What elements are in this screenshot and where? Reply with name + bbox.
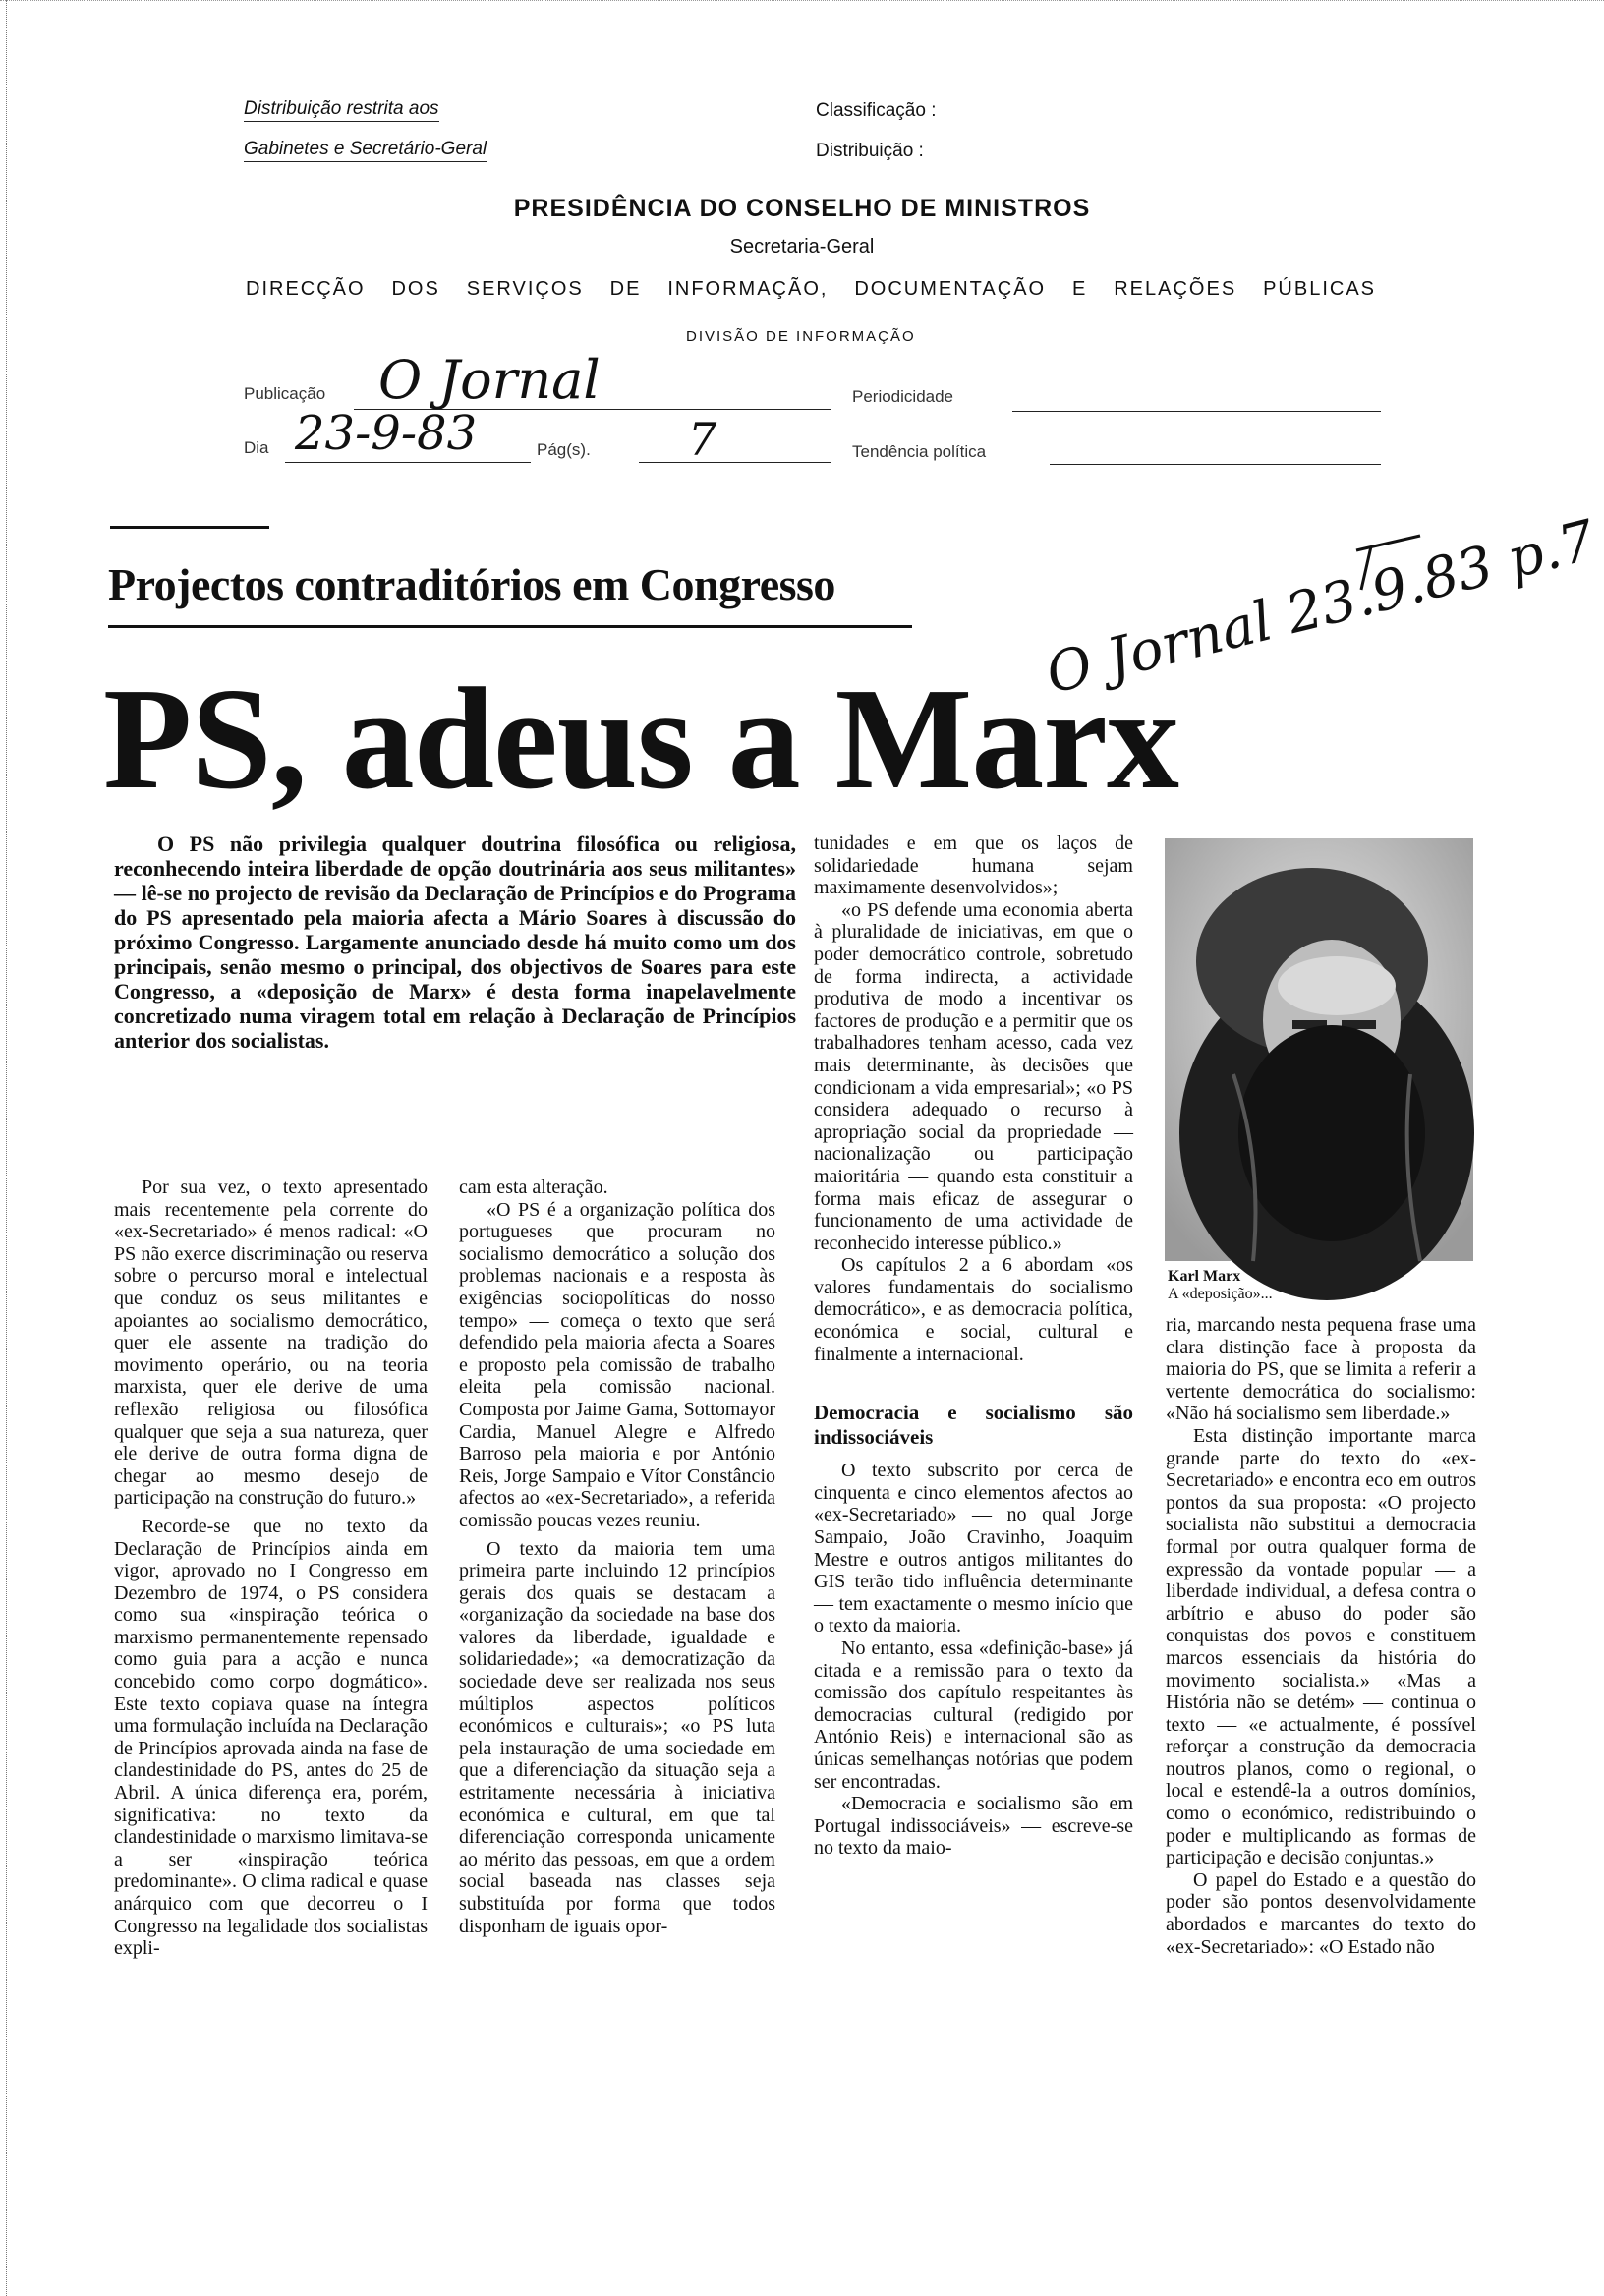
kicker-bottom-rule xyxy=(108,625,912,628)
photo-caption xyxy=(1168,1268,1273,1303)
publicacao-handwritten: O Jornal xyxy=(378,349,601,411)
ministry-title: PRESIDÊNCIA DO CONSELHO DE MINISTROS xyxy=(513,195,1091,222)
article-column-3 xyxy=(814,832,1133,1860)
paragraph: «O PS é a organização política dos portugueses que procuram no socialismo democrático a solução dos problemas nacionais e a resposta às exigências sociopolíticas do nosso tempo» — começa o texto que será defendido pela maioria afecta a Soares e proposto pela comissão de trabalho eleita pela comissão nacional. Composta por Jaime Gama, Sottomayor Cardia, Manuel Alegre e Alfredo Barroso pela maioria e por António Reis, Jorge Sampaio e Vítor Constâncio afectos ao «ex-Secretariado», a referida comissão poucas vezes reuniu. xyxy=(459,1198,775,1531)
tendencia-line xyxy=(1050,464,1381,465)
periodicidade-label: Periodicidade xyxy=(852,387,954,406)
karl-marx-photo xyxy=(1165,838,1473,1261)
paragraph: tunidades e em que os laços de solidariedade humana sejam maximamente desenvolvidos»; xyxy=(814,832,1133,899)
paragraph: Esta distinção importante marca grande parte do texto do «ex-Secretariado» e encontra eco em outros pontos da sua proposta: «O projecto socialista não substitui a democracia formal por outra qualquer forma de expressão da vontade popular — a liberdade individual, a defesa contra o arbítrio e abuso do poder são conquistas dos povos e constituem marcos essenciais da história do movimento socialista.» «Mas a História não se detém» — continua o texto — «e actualmente, é possível reforçar a construção da democracia noutros planos, como o regional, o local e estendê-la a outros domínios, como o económico, redistribuindo o poder e multiplicando as formas de participação e decisão conjuntas.» xyxy=(1166,1424,1476,1869)
article-column-1 xyxy=(114,1177,428,1960)
article-column-4 xyxy=(1166,1314,1476,1958)
paragraph: Recorde-se que no texto da Declaração de Princípios ainda em vigor, aprovado no I Congresso em Dezembro de 1974, o PS considera como sua «inspiração teórica o marxismo permanentemente repensado como guia para a acção e nunca concebido como corpo dogmático». Este texto copiava quase na íntegra uma formulação incluída na Declaração de Princípios aprovada ainda na fase de clandestinidade do PS, antes do 25 de Abril. A única diferença era, porém, significativa: no texto da clandestinidade o marxismo limitava-se a ser «inspiração teórica predominante». O clima radical e quase anárquico com que decorreu o I Congresso na legalidade dos socialistas expli- xyxy=(114,1515,428,1960)
kicker-top-rule xyxy=(110,526,269,529)
paragraph: O texto subscrito por cerca de cinquenta e cinco elementos afectos ao «ex-Secretariado» — no qual Jorge Sampaio, João Cravinho, Joaquim Mestre e outros antigos militantes do GIS terão tido influência determinante — tem exactamente o mesmo início que o texto da maioria. xyxy=(814,1460,1133,1637)
secretaria-geral: Secretaria-Geral xyxy=(729,236,875,258)
photo-caption-name: Karl Marx xyxy=(1168,1268,1241,1285)
paragraph: No entanto, essa «definição-base» já citada e a remissão para o texto da comissão dos capítulo respeitantes às democracias cultural (redigido por António Reis) e internacional são as únicas semelhanças notórias que podem ser encontradas. xyxy=(814,1637,1133,1793)
paragraph: O texto da maioria tem uma primeira parte incluindo 12 princípios gerais dos quais se destacam a «organização da sociedade na base dos valores da liberdade, igualdade e solidariedade»; «a democratização da sociedade deve ser realizada nos seus múltiplos aspectos políticos económicos e culturais»; «o PS luta pela instauração de uma sociedade em que a diferenciação da situação seja a estritamente necessária à iniciativa económica e cultural, em que tal diferenciação corresponda unicamente ao mérito das pessoas, em que a ordem social baseada nas classes seja substituída por forma que todos disponham de iguais opor- xyxy=(459,1537,775,1937)
distribution-label: Distribuição : xyxy=(816,141,924,161)
tendencia-label: Tendência política xyxy=(852,442,987,461)
classification-label: Classificação : xyxy=(816,100,937,121)
section-subhead: Democracia e socialismo são indissociáveis xyxy=(814,1401,1133,1450)
restricted-distribution-line-1: Distribuição restrita aos xyxy=(244,98,439,120)
paragraph: Por sua vez, o texto apresentado mais recentemente pela corrente do «ex-Secretariado» é menos radical: «O PS não exerce discriminação ou reserva sobre o percurso moral e intelectual que conduz os seus militantes e apoiantes ao socialismo democrático, quer ele assente na tradição do movimento operário, ou na teoria marxista, quer ele derive de uma reflexão religiosa ou filosófica qualquer que seja a sua natureza, quer ele derive de outra forma digna de chegar ao mesmo desejo de participação na construção do futuro.» xyxy=(114,1177,428,1510)
pags-line xyxy=(639,462,831,463)
paragraph: cam esta alteração. xyxy=(459,1177,608,1198)
portrait-illustration xyxy=(1165,838,1473,1261)
article-kicker: Projectos contraditórios em Congresso xyxy=(108,559,835,609)
paragraph: «Democracia e socialismo são em Portugal indissociáveis» — escreve-se no texto da maio- xyxy=(814,1793,1133,1860)
article-column-2 xyxy=(459,1177,775,1937)
page-left-edge xyxy=(0,0,7,2296)
dia-line xyxy=(285,462,531,463)
periodicidade-line xyxy=(1012,411,1381,412)
pags-handwritten: 7 xyxy=(688,413,717,466)
paragraph: «o PS defende uma economia aberta à pluralidade de iniciativas, em que o poder democrático controle, sobretudo de forma indirecta, a actividade produtiva de modo a incentivar os factores de produção e a permitir que os trabalhadores tenham acesso, cada vez mais determinante, às decisões que condicionam a vida empresarial»; «o PS considera adequado o recurso à apropriação social da propriedade — nacionalização ou participação maioritária — quando esta constituir a forma mais eficaz de assegurar o funcionamento de uma actividade de reconhecido interesse público.» xyxy=(814,898,1133,1254)
photo-caption-text: A «deposição»... xyxy=(1168,1286,1273,1302)
dia-handwritten: 23-9-83 xyxy=(295,406,478,461)
dia-label: Dia xyxy=(244,438,269,457)
divisao-informacao: DIVISÃO DE INFORMAÇÃO xyxy=(686,328,916,345)
paragraph: Os capítulos 2 a 6 abordam «os valores fundamentais do socialismo democrático», e as democracia política, económica e social, cultural e finalmente a internacional. xyxy=(814,1254,1133,1365)
paragraph: O papel do Estado e a questão do poder são pontos desenvolvidamente abordados e marcantes do texto do «ex-Secretariado»: «O Estado não xyxy=(1166,1868,1476,1958)
pags-label: Pág(s). xyxy=(537,440,591,459)
paragraph: ria, marcando nesta pequena frase uma clara distinção face à proposta da maioria do PS, que se limita a referir a vertente democrática do socialismo: «Não há socialismo sem liberdade.» xyxy=(1166,1314,1476,1425)
restricted-distribution-line-2: Gabinetes e Secretário-Geral xyxy=(244,139,487,160)
article-lead: O PS não privilegia qualquer doutrina filosófica ou religiosa, reconhecendo inteira liberdade de opção doutrinária aos seus militantes» — lê-se no projecto de revisão da Declaração de Princípios e do Programa do PS apresentado pela maioria afecta a Mário Soares à discussão do próximo Congresso. Largamente anunciado desde há muito como um dos principais, senão mesmo o principal, dos objectivos de Soares para este Congresso, a «deposição de Marx» é desta forma inapelavelmente concretizado numa viragem total em relação à Declaração de Princípios anterior dos socialistas. xyxy=(114,832,796,1053)
page-top-edge xyxy=(0,0,1604,1)
handwritten-annotation xyxy=(1032,508,1602,727)
publicacao-label: Publicação xyxy=(244,384,326,403)
article-headline: PS, adeus a Marx xyxy=(103,659,1178,820)
direccao-servicos: DIRECÇÃO DOS SERVIÇOS DE INFORMAÇÃO, DOCUMENTAÇÃO E RELAÇÕES PÚBLICAS xyxy=(246,278,1376,300)
handwritten-annotation-text: O Jornal 23.9.83 p.7 xyxy=(1040,508,1602,707)
